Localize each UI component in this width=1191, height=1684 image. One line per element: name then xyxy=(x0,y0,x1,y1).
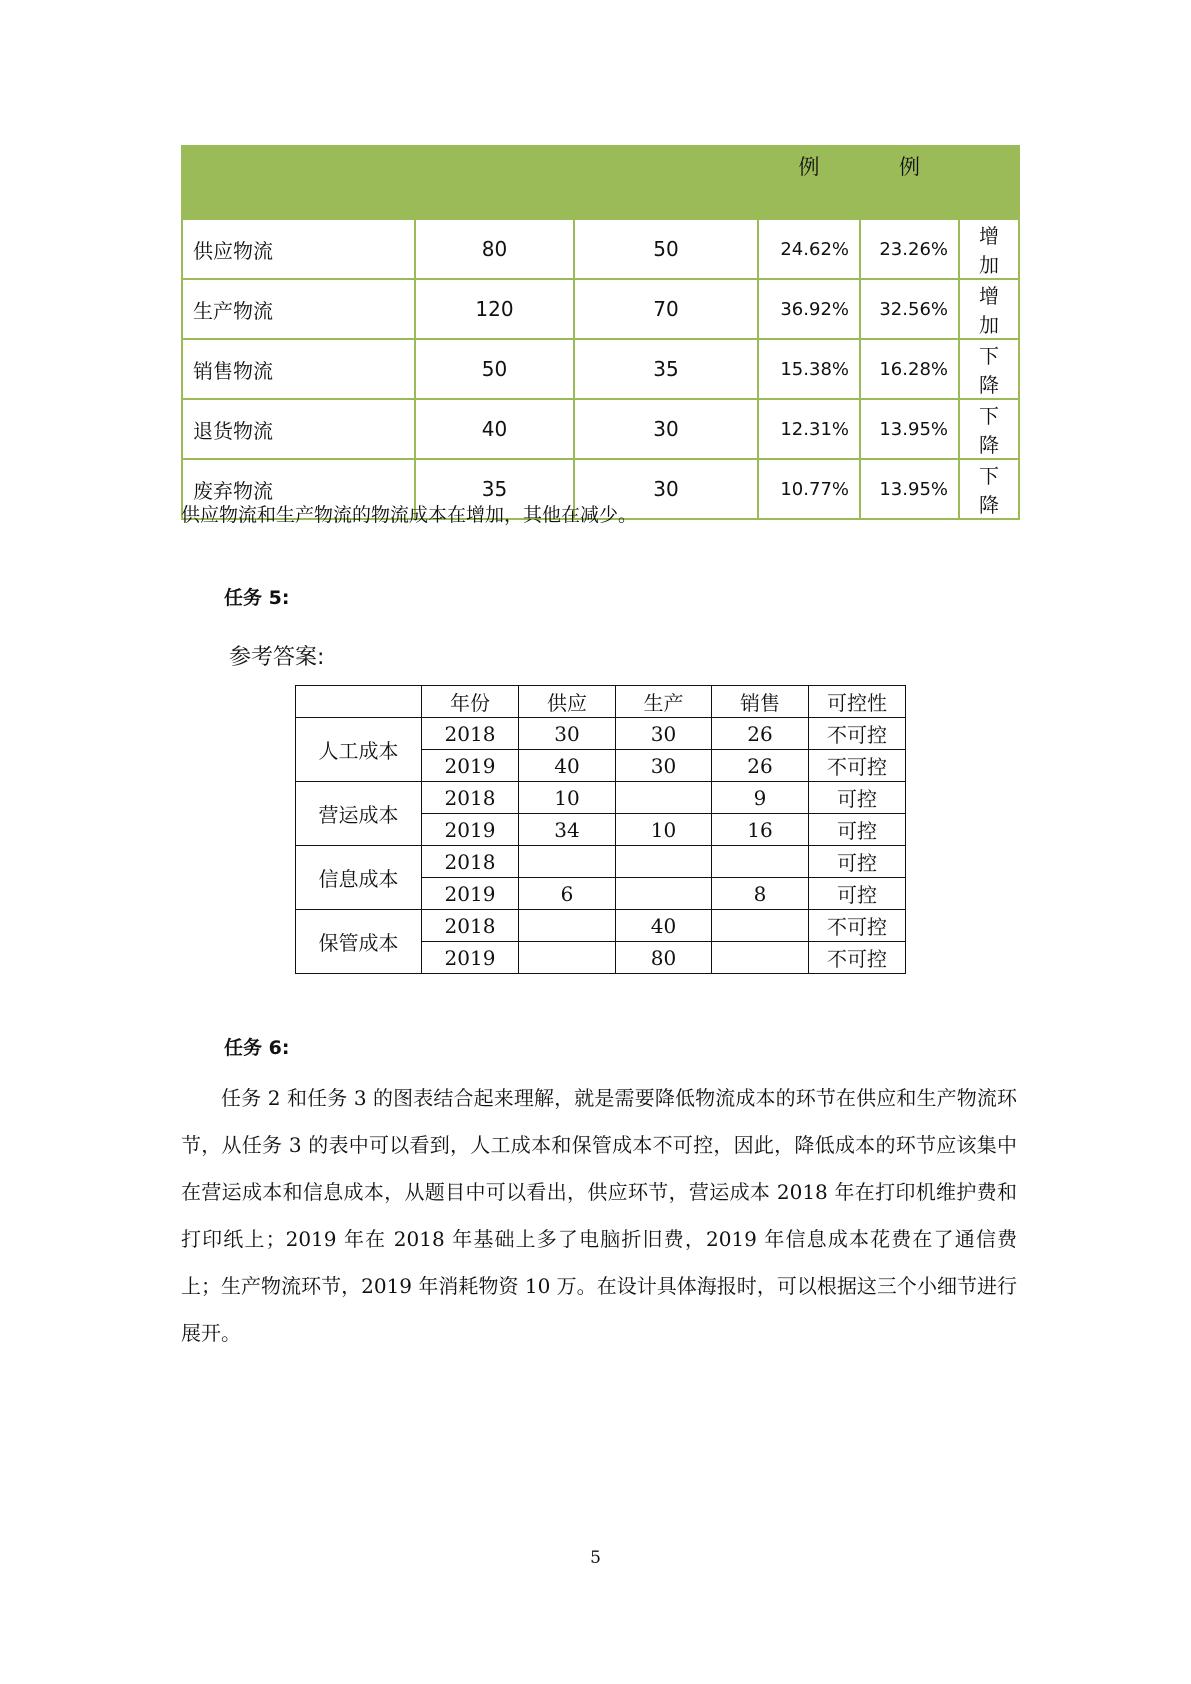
sales-cell: 26 xyxy=(712,750,809,782)
production-cell xyxy=(616,782,712,814)
paragraph-text: 任务 2 和任务 3 的图表结合起来理解，就是需要降低物流成本的环节在供应和生产物流环节，从任务 3 的表中可以看到，人工成本和保管成本不可控，因此，降低成本的环节应该集中在营运成本和信息成本，从题目中可以看出，供应环节，营运成本 2018 年在打印机维护费和打印纸上；2019 年在 2018 年基础上多了电脑折旧费，2019 年信息成本花费在了通信费上；生产物流环节，2019 年消耗物资 10 万。在设计具体海报时，可以根据这三个小细节进行展开。 xyxy=(181,1086,1017,1345)
control-cell: 可控 xyxy=(809,782,906,814)
table-row xyxy=(182,339,1019,399)
sales-cell xyxy=(712,846,809,878)
trend-cell: 下降 xyxy=(959,459,1019,519)
table-row xyxy=(296,718,906,750)
percent-cell: 16.28% xyxy=(860,339,959,399)
control-cell: 不可控 xyxy=(809,910,906,942)
production-cell: 30 xyxy=(616,750,712,782)
table-row xyxy=(182,399,1019,459)
sales-cell xyxy=(712,910,809,942)
sales-cell: 9 xyxy=(712,782,809,814)
value-cell: 80 xyxy=(415,219,574,279)
control-cell: 不可控 xyxy=(809,750,906,782)
sales-cell: 16 xyxy=(712,814,809,846)
task5-title: 任务 5: xyxy=(224,587,290,609)
header-cell: 可控性 xyxy=(809,686,906,718)
value-cell: 35 xyxy=(415,459,574,519)
value-cell: 50 xyxy=(574,219,758,279)
trend-cell: 下降 xyxy=(959,399,1019,459)
cost-category: 保管成本 xyxy=(296,910,422,974)
trend-cell: 增加 xyxy=(959,219,1019,279)
header-cell: 生产 xyxy=(616,686,712,718)
header-cell: 供应 xyxy=(519,686,616,718)
control-cell: 可控 xyxy=(809,814,906,846)
year-cell: 2019 xyxy=(422,942,519,974)
percent-cell: 10.77% xyxy=(758,459,860,519)
control-cell: 不可控 xyxy=(809,718,906,750)
value-cell: 35 xyxy=(574,339,758,399)
supply-cell xyxy=(519,942,616,974)
trend-cell: 增加 xyxy=(959,279,1019,339)
header-cell xyxy=(959,146,1019,219)
table-row xyxy=(296,782,906,814)
supply-cell: 10 xyxy=(519,782,616,814)
supply-cell: 6 xyxy=(519,878,616,910)
cost-controllability-table xyxy=(295,685,906,974)
header-cell xyxy=(182,146,415,219)
production-cell: 10 xyxy=(616,814,712,846)
control-cell: 不可控 xyxy=(809,942,906,974)
percent-cell: 15.38% xyxy=(758,339,860,399)
row-name: 供应物流 xyxy=(182,219,415,279)
table-row xyxy=(296,846,906,878)
cost-category: 营运成本 xyxy=(296,782,422,846)
cost-category: 人工成本 xyxy=(296,718,422,782)
row-name: 生产物流 xyxy=(182,279,415,339)
production-cell xyxy=(616,878,712,910)
value-cell: 50 xyxy=(415,339,574,399)
control-cell: 可控 xyxy=(809,846,906,878)
task6-title: 任务 6: xyxy=(224,1037,290,1059)
row-name: 销售物流 xyxy=(182,339,415,399)
percent-cell: 32.56% xyxy=(860,279,959,339)
header-cell xyxy=(415,146,574,219)
table-header-row xyxy=(182,146,1019,219)
production-cell: 30 xyxy=(616,718,712,750)
percent-cell: 36.92% xyxy=(758,279,860,339)
table-row xyxy=(182,279,1019,339)
cost-category: 信息成本 xyxy=(296,846,422,910)
supply-cell: 34 xyxy=(519,814,616,846)
production-cell: 80 xyxy=(616,942,712,974)
year-cell: 2019 xyxy=(422,814,519,846)
control-cell: 可控 xyxy=(809,878,906,910)
task6-paragraph xyxy=(181,1075,1017,1357)
logistics-cost-table xyxy=(181,145,1020,520)
header-cell xyxy=(296,686,422,718)
value-cell: 30 xyxy=(574,459,758,519)
table-row xyxy=(182,219,1019,279)
percent-cell: 24.62% xyxy=(758,219,860,279)
header-cell xyxy=(574,146,758,219)
sales-cell: 8 xyxy=(712,878,809,910)
year-cell: 2018 xyxy=(422,782,519,814)
year-cell: 2018 xyxy=(422,846,519,878)
header-cell: 年份 xyxy=(422,686,519,718)
year-cell: 2019 xyxy=(422,878,519,910)
percent-cell: 12.31% xyxy=(758,399,860,459)
table-row xyxy=(296,910,906,942)
table-note: 供应物流和生产物流的物流成本在增加，其他在减少。 xyxy=(181,504,638,526)
year-cell: 2018 xyxy=(422,718,519,750)
year-cell: 2018 xyxy=(422,910,519,942)
value-cell: 40 xyxy=(415,399,574,459)
header-cell: 销售 xyxy=(712,686,809,718)
header-cell: 例 xyxy=(860,146,959,219)
row-name: 退货物流 xyxy=(182,399,415,459)
supply-cell xyxy=(519,846,616,878)
supply-cell: 30 xyxy=(519,718,616,750)
page-number: 5 xyxy=(590,1548,601,1568)
supply-cell: 40 xyxy=(519,750,616,782)
trend-cell: 下降 xyxy=(959,339,1019,399)
value-cell: 70 xyxy=(574,279,758,339)
row-name: 废弃物流 xyxy=(182,459,415,519)
percent-cell: 13.95% xyxy=(860,399,959,459)
production-cell xyxy=(616,846,712,878)
answer-label: 参考答案: xyxy=(229,645,325,670)
sales-cell: 26 xyxy=(712,718,809,750)
table-header-row xyxy=(296,686,906,718)
sales-cell xyxy=(712,942,809,974)
production-cell: 40 xyxy=(616,910,712,942)
header-cell: 例 xyxy=(758,146,860,219)
percent-cell: 23.26% xyxy=(860,219,959,279)
supply-cell xyxy=(519,910,616,942)
year-cell: 2019 xyxy=(422,750,519,782)
percent-cell: 13.95% xyxy=(860,459,959,519)
value-cell: 30 xyxy=(574,399,758,459)
value-cell: 120 xyxy=(415,279,574,339)
